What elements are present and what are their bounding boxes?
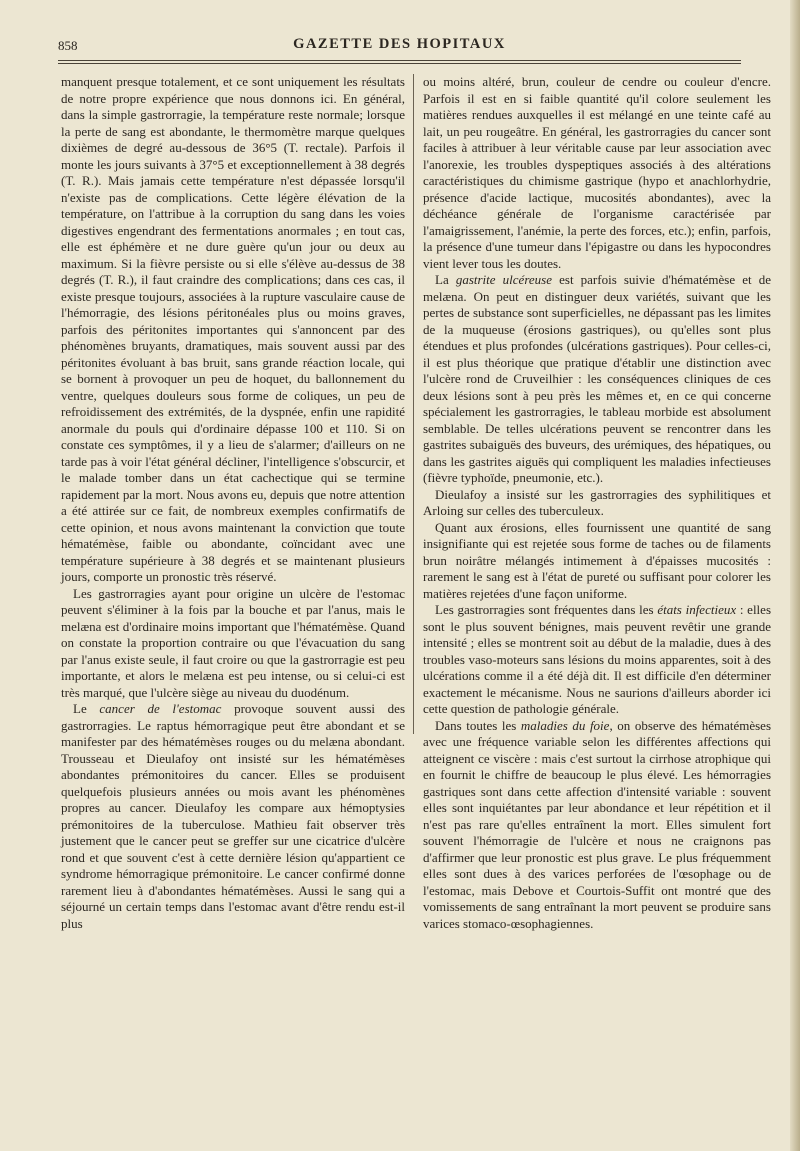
paragraph-text: Les gastrorragies ayant pour origine un ulcère de l'estomac peuvent s'éliminer à la fois par la bouche et par l'anus, mais le melæna est d'ordinaire moins important que l'hématémèse. Quand on constate la proportion contraire ou que l'évacuation du sang par l'anus existe seule, il faut croire ou que la gastrorragie est peu importante, et alors le melæna est peu intense, ou si celui-ci est très marqué, que l'ulcère siège au niveau du duodénum.: [61, 585, 405, 700]
page-edge: [790, 0, 800, 1151]
header-rule-secondary: [58, 63, 741, 64]
paragraph: [423, 602, 771, 718]
italic-term: états infectieux: [657, 602, 737, 617]
paragraph: [61, 74, 405, 586]
paragraph-text: Quant aux érosions, elles fournissent une quantité de sang insignifiante qui est rejetée sous forme de taches ou de filaments brun noirâtre mélangés intimement à d'épaisses mucosités : rarement le sang est à l'état de pureté ou suffisant pour colorer les matières rejetées d'une façon uniforme.: [423, 519, 771, 601]
paragraph: [423, 272, 771, 487]
paragraph-text: , on observe des hématémèses avec une fréquence variable selon les différentes affections qui atteignent ce viscère : mais c'est surtout la cirrhose atrophique qui en fournit le chiffre de beaucoup le plus élevé. Les hémorragies gastriques sont dans cette affection d'intensité variable : souvent elles sont inquiétantes par leur abondance et leur répétition et il n'est pas rare qu'elles entraînent la mort. Elles simulent fort souvent l'hémorragie de l'ulcère et nous ne craignons pas d'affirmer que leur pronostic est plus grave. Le plus fréquemment elles sont dues à des varices perforées de l'œsophage ou de l'estomac, mais Debove et Courtois-Suffit ont montré que des vomissements de sang entraînant la mort peuvent se produire sans varices stomaco-œsophagiennes.: [423, 717, 772, 931]
left-column: [61, 74, 405, 932]
paragraph-text: provoque souvent aussi des gastrorragies. Le raptus hémorragique peut être abondant et se manifester par des hématémèses rouges ou du melæna abondant. Trousseau et Dieulafoy ont insisté sur les hématémèses abondantes prémonitoires du cancer. Elles se produisent quelquefois plusieurs années ou mois avant les phénomènes propres au cancer. Dieulafoy les compare aux hémoptysies prémonitoires de la tuberculose. Mathieu fait observer très justement que le cancer peut se greffer sur une cicatrice d'ulcère rond et que souvent c'est à cette dernière lésion qu'appartient ce syndrome hémorragique prémonitoire. Le cancer confirmé donne rarement lieu à d'abondantes hématémèses. Aussi le sang qui a séjourné un certain temps dans l'estomac avant d'être rendu est-il plus: [61, 701, 405, 931]
page-number: 858: [58, 38, 78, 53]
article-body: [58, 74, 772, 1134]
paragraph-text: Dieulafoy a insisté sur les gastrorragies des syphilitiques et Arloing sur celles des tuberculeux.: [423, 486, 771, 518]
column-divider: [413, 74, 414, 734]
paragraph: [61, 586, 405, 702]
paragraph: [61, 701, 405, 932]
paragraph-text: Dans toutes les: [435, 717, 521, 733]
paragraph-text: Les gastrorragies sont fréquentes dans les: [435, 602, 658, 617]
right-column: [423, 74, 771, 932]
paragraph-text: manquent presque totalement, et ce sont uniquement les résultats de notre propre expérience que nous donnons ici. En général, dans la simple gastrorragie, la température reste normale; lorsque la perte de sang est abondante, le thermomètre marque quelques dixièmes de degré au-dessous de 36°5 (T. rectale). Parfois il monte les jours suivants à 37°5 et exceptionnellement à 38 degrés (T. R.). Mais jamais cette température n'est dépassée lorsqu'il n'existe pas de complications. Cette légère élévation de la température, on l'attribue à la corruption du sang dans les voies digestives engendrant des fermentations anormales ; en tout cas, elle est éphémère et ne dure guère qu'un jour ou deux au maximum. Si la fièvre persiste ou si elle s'élève au-dessus de 38 degrés (T. R.), il faut craindre des complications; dans ces cas, il existe presque toujours, associées à la rupture vasculaire cause de l'hémorragie, des lésions péritonéales plus ou moins graves, parfois des péritonites importantes qui s'annoncent par des phénomènes bruyants, dramatiques, mais souvent aussi par des péritonites évoluant à bas bruit, sans grande réaction locale, qui se bornent à provoquer un peu de hoquet, du ballonnement du ventre, quelques douleurs sous forme de coliques, un peu de refroidissement des extrémités, de la dyspnée, enfin une rapidité anormale du pouls qui d'ordinaire dépasse 100 et 110. Si on constate ces symptômes, il y a lieu de s'alarmer; d'ailleurs on ne tarde pas à voir l'état général décliner, l'intelligence s'obscurcir, et le malade tomber dans un état cachectique qui se termine rapidement par la mort. Nous avons eu, depuis que notre attention a été attirée sur ce fait, de nombreux exemples confirmatifs de cette opinion, et nous avons maintenant la conviction que toute hématémèse, faible ou abondante, coïncidant avec une température supérieure à 38 degrés et se maintenant plusieurs jours, comporte un pronostic très réservé.: [61, 74, 405, 584]
italic-term: cancer de l'estomac: [99, 701, 222, 716]
header-rule: [58, 60, 741, 61]
paragraph: [423, 487, 771, 520]
journal-title: GAZETTE DES HOPITAUX: [293, 36, 506, 52]
italic-term: gastrite ulcéreuse: [455, 272, 552, 287]
paragraph: [423, 718, 771, 933]
paragraph-text: La: [435, 272, 456, 287]
paragraph-text: ou moins altéré, brun, couleur de cendre ou couleur d'encre. Parfois il est en si faible quantité qu'il colore seulement les matières rendues auxquelles il est mélangé en une teinte café au lait, un peu rougeâtre. En général, les gastrorragies du cancer sont faciles à attribuer à leur véritable cause par leur association avec l'anorexie, les troubles dyspeptiques associés à des altérations caractéristiques du chimisme gastrique (hypo et anachlorhydrie, présence d'acide lactique, mucosités abondantes), avec la déchéance générale de l'organisme caractérisée par l'amaigrissement, l'anémie, la perte des forces, etc.); enfin, parfois, la présence d'une tumeur dans l'épigastre ou dans les hypocondres vient lever tous les doutes.: [423, 74, 771, 271]
paragraph-text: Le: [73, 701, 100, 716]
paragraph: [423, 74, 771, 272]
italic-term: maladies du foie: [520, 717, 610, 733]
page-header: [58, 34, 741, 56]
paragraph-text: : elles sont le plus souvent bénignes, mais peuvent revêtir une grande intensité ; elles se montrent soit au début de la maladie, dues à des troubles vaso-moteurs sans lésions du moins apparentes, soit à des ulcérations comme il a été déjà dit. Il est difficile d'en déterminer exactement le mécanisme. Nous ne saurions d'ailleurs aborder ici cette question de pathologie générale.: [423, 602, 771, 716]
paragraph: [423, 520, 771, 603]
paragraph-text: est parfois suivie d'hématémèse et de melæna. On peut en distinguer deux variétés, suivant que les pertes de substance sont superficielles, ne dépassant pas les limites de la muqueuse (érosions gastriques), ou qu'elles sont plus étendues et plus profondes (ulcérations gastriques). Pour celles-ci, il est plus théorique que pratique d'établir une distinction avec l'ulcère rond de Cruveilhier : les conséquences cliniques de ces deux lésions sont à peu près les mêmes et, en ce qui concerne spécialement les gastrorragies, le tableau morbide est absolument semblable. De telles ulcérations peuvent se rencontrer dans les gastrites subaiguës des buveurs, des urémiques, des hépatiques, ou dans les gastrites aiguës qui compliquent les maladies infectieuses (fièvre typhoïde, pneumonie, etc.).: [423, 272, 771, 485]
